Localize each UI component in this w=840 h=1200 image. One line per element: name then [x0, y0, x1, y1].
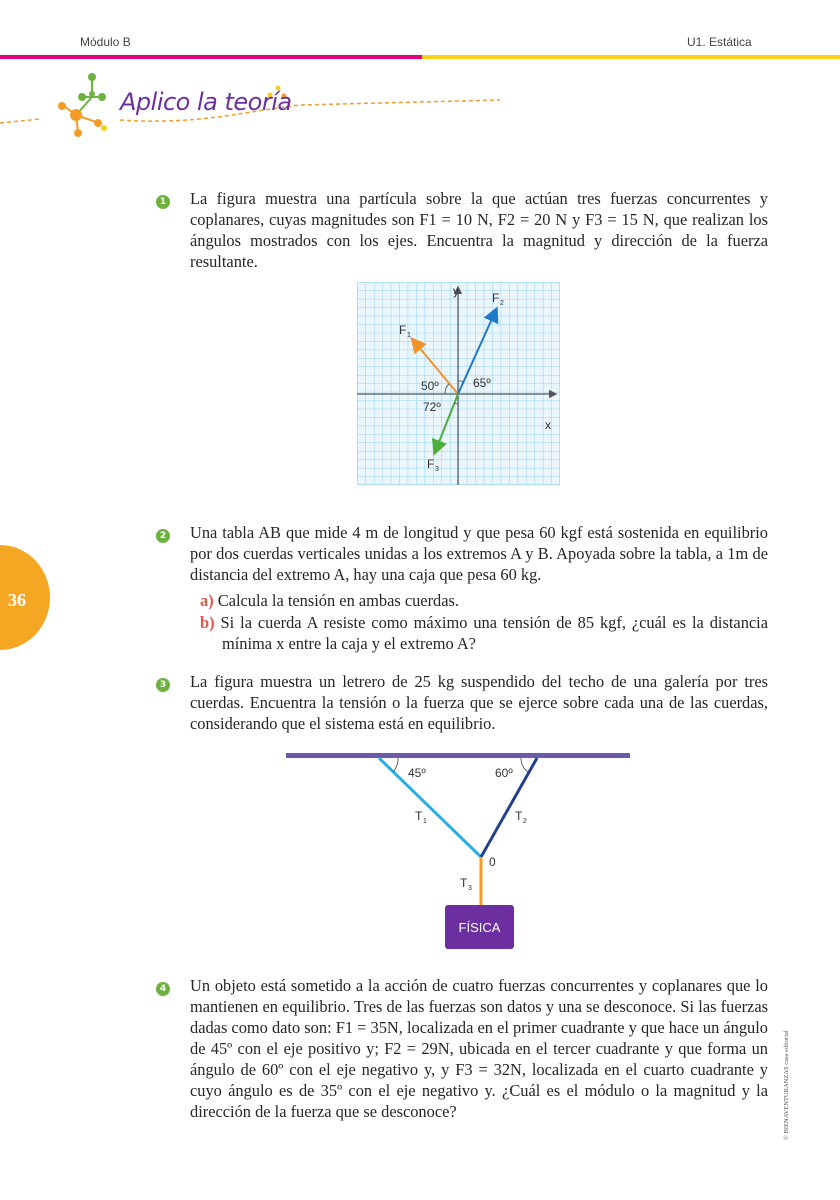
problem-2-part-b	[200, 612, 768, 654]
f2-label: F	[492, 291, 500, 305]
angle-right-label: 60º	[495, 766, 513, 780]
problem-1-text: La figura muestra una partícula sobre la que actúan tres fuerzas concurrentes y coplanares, cuyas magnitudes son F1 = 10 N, F2 = 20 N y F3 = 15 N, que realizan los ángulos mostrados con los ejes. Encuentra la magnitud y dirección de la fuerza resultante.	[190, 189, 768, 271]
t2-label: T	[515, 809, 523, 823]
rope-t1	[379, 758, 481, 857]
problem-2-badge: 2	[156, 529, 170, 543]
y-axis-label: y	[453, 284, 459, 298]
problem-1-badge: 1	[156, 195, 170, 209]
x-axis-label: x	[545, 418, 551, 432]
force-diagram-figure	[357, 282, 560, 485]
f1-label: F	[399, 323, 407, 337]
section-title: Aplico la teoría	[120, 88, 292, 116]
f3-subscript: 3	[435, 466, 439, 473]
sign-box-label: FÍSICA	[458, 920, 501, 935]
f3-label: F	[427, 457, 435, 471]
t3-label: T	[460, 876, 468, 890]
problem-2-text: Una tabla AB que mide 4 m de longitud y que pesa 60 kgf está sostenida en equilibrio por dos cuerdas verticales unidas a los extremos A y B. Apoyada sobre la tabla, a 1m de distancia del extremo A, hay una caja que pesa 60 kg.	[190, 523, 768, 584]
problem-3-badge: 3	[156, 678, 170, 692]
part-a-label: a)	[200, 591, 214, 610]
header-unit: U1. Estática	[687, 35, 752, 49]
t2-subscript: 2	[523, 818, 527, 825]
page-number: 36	[8, 590, 26, 610]
hanging-sign-figure	[280, 745, 640, 955]
problem-3-text: La figura muestra un letrero de 25 kg suspendido del techo de una galería por tres cuerdas. Encuentra la tensión o la fuerza que se ejerce sobre cada una de las cuerdas, considerando que el sistema está en equilibrio.	[190, 672, 768, 733]
header-module: Módulo B	[80, 35, 131, 49]
t3-subscript: 3	[468, 885, 472, 892]
part-b-text: Si la cuerda A resiste como máximo una tensión de 85 kgf, ¿cuál es la distancia mínima x entre la caja y el extremo A?	[220, 613, 768, 653]
f2-subscript: 2	[500, 300, 504, 307]
header-bar-pink	[0, 55, 422, 59]
t1-subscript: 1	[423, 818, 427, 825]
node-label: 0	[489, 855, 496, 869]
t1-label: T	[415, 809, 423, 823]
header-bar-yellow	[422, 55, 840, 59]
problem-2-part-a	[200, 590, 768, 611]
ceiling-bar	[286, 753, 630, 758]
f1-angle-label: 50º	[421, 379, 439, 393]
angle-left-label: 45º	[408, 766, 426, 780]
copyright-note: © BIENAVENTURANZAS casa editorial	[783, 1030, 790, 1140]
f2-angle-label: 65º	[473, 376, 491, 390]
problem-4-badge: 4	[156, 982, 170, 996]
f3-angle-label: 72º	[423, 400, 441, 414]
part-b-label: b)	[200, 613, 215, 632]
f1-subscript: 1	[407, 332, 411, 339]
part-a-text: Calcula la tensión en ambas cuerdas.	[217, 591, 459, 610]
problem-4-text: Un objeto está sometido a la acción de cuatro fuerzas concurrentes y coplanares que lo mantienen en equilibrio. Tres de las fuerzas son datos y una se desconoce. Si las fuerzas dadas como dato son: F1 = 35N, localizada en el primer cuadrante y que hace un ángulo de 45º con el eje positivo y; F2 = 29N, ubicada en el tercer cuadrante y que forma un ángulo de 60º con el eje negativo y, y F3 = 32N, localizada en el cuarto cuadrante y cuyo ángulo es de 35º con el eje negativo y. ¿Cuál es el módulo o la magnitud y la dirección de la fuerza que se desconoce?	[190, 976, 768, 1121]
